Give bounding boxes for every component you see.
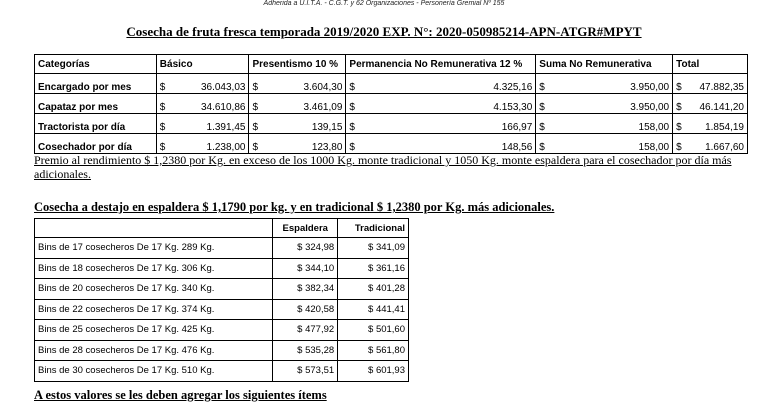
premio-text: Premio al rendimiento $ 1,2380 por Kg. en exceso de los 1000 Kg. monte tradicional y 1050 Kg. monte espaldera para el cosechador por día más adicionales.	[34, 153, 732, 181]
total-value: 46.141,20	[699, 102, 744, 113]
presentismo-cell	[249, 114, 346, 134]
column-header-presentismo: Presentismo 10 %	[249, 55, 346, 74]
currency-symbol: $	[539, 82, 545, 93]
destajo-title: Cosecha a destajo en espaldera $ 1,1790 por kg. y en tradicional $ 1,2380 por Kg. más adicionales.	[34, 200, 555, 214]
bins-espaldera-cell: $ 382,34	[273, 279, 338, 300]
bins-label-cell: Bins de 18 cosecheros De 17 Kg. 306 Kg.	[35, 258, 273, 279]
presentismo-cell	[249, 134, 346, 154]
permanencia-value: 166,97	[501, 122, 533, 133]
bins-tradicional-cell: $ 341,09	[338, 238, 409, 259]
column-header-suma: Suma No Remunerativa	[536, 55, 673, 74]
suma-cell	[536, 94, 673, 114]
suma-value: 158,00	[638, 142, 670, 153]
bins-label-cell: Bins de 22 cosecheros De 17 Kg. 374 Kg.	[35, 299, 273, 320]
bins-espaldera-cell: $ 324,98	[273, 238, 338, 259]
bins-tradicional-cell: $ 561,80	[338, 340, 409, 361]
bins-tradicional-cell: $ 401,28	[338, 279, 409, 300]
column-header-basico: Básico	[156, 55, 249, 74]
currency-symbol: $	[252, 142, 259, 153]
wage-table	[34, 54, 748, 154]
bins-table	[34, 218, 409, 382]
category-cell: Capataz por mes	[35, 94, 157, 114]
basico-cell	[156, 134, 249, 154]
bins-espaldera-cell: $ 420,58	[273, 299, 338, 320]
table-row	[35, 134, 748, 154]
bins-espaldera-cell: $ 344,10	[273, 258, 338, 279]
suma-value: 3.950,00	[630, 82, 670, 93]
currency-symbol: $	[252, 102, 259, 113]
table-row	[35, 299, 409, 320]
category-cell: Encargado por mes	[35, 74, 157, 94]
bins-label-cell: Bins de 17 cosecheros De 17 Kg. 289 Kg.	[35, 238, 273, 259]
permanencia-value: 148,56	[501, 142, 533, 153]
suma-cell	[536, 114, 673, 134]
total-value: 47.882,35	[699, 82, 744, 93]
currency-symbol: $	[159, 102, 166, 113]
document-title: Cosecha de fruta fresca temporada 2019/2020 EXP. N°: 2020-050985214-APN-ATGR#MPYT	[126, 24, 642, 39]
basico-cell	[156, 114, 249, 134]
total-value: 1.667,60	[705, 142, 744, 153]
basico-value: 1.391,45	[206, 122, 246, 133]
currency-symbol: $	[676, 102, 682, 113]
category-cell: Tractorista por día	[35, 114, 157, 134]
currency-symbol: $	[676, 82, 682, 93]
permanencia-value: 4.325,16	[493, 82, 533, 93]
presentismo-cell	[249, 74, 346, 94]
currency-symbol: $	[676, 142, 682, 153]
currency-symbol: $	[539, 142, 545, 153]
wage-table-header	[35, 55, 748, 74]
table-row	[35, 258, 409, 279]
bins-label-cell: Bins de 25 cosecheros De 17 Kg. 425 Kg.	[35, 320, 273, 341]
total-value: 1.854,19	[705, 122, 744, 133]
currency-symbol: $	[159, 142, 166, 153]
total-cell	[673, 134, 748, 154]
basico-value: 34.610,86	[200, 102, 246, 113]
permanencia-cell	[346, 134, 536, 154]
table-row	[35, 94, 748, 114]
table-row	[35, 74, 748, 94]
table-row	[35, 238, 409, 259]
bins-tradicional-cell: $ 441,41	[338, 299, 409, 320]
currency-symbol: $	[539, 122, 545, 133]
bins-label-cell: Bins de 28 cosecheros De 17 Kg. 476 Kg.	[35, 340, 273, 361]
table-row	[35, 114, 748, 134]
basico-cell	[156, 94, 249, 114]
suma-cell	[536, 134, 673, 154]
header-strip: Adherida a U.I.T.A. - C.G.T. y 62 Organizaciones - Personería Gremial Nº 155	[263, 0, 505, 7]
bins-tradicional-cell: $ 601,93	[338, 361, 409, 382]
bins-tradicional-cell: $ 361,16	[338, 258, 409, 279]
bins-tradicional-cell: $ 501,60	[338, 320, 409, 341]
suma-cell	[536, 74, 673, 94]
total-cell	[673, 74, 748, 94]
presentismo-value: 139,15	[311, 122, 343, 133]
bins-espaldera-cell: $ 535,28	[273, 340, 338, 361]
currency-symbol: $	[539, 102, 545, 113]
bins-label-cell: Bins de 20 cosecheros De 17 Kg. 340 Kg.	[35, 279, 273, 300]
column-header-permanencia: Permanencia No Remunerativa 12 %	[346, 55, 536, 74]
currency-symbol: $	[159, 122, 166, 133]
currency-symbol: $	[252, 122, 259, 133]
permanencia-cell	[346, 114, 536, 134]
currency-symbol: $	[676, 122, 682, 133]
column-header-total: Total	[673, 55, 748, 74]
presentismo-value: 123,80	[311, 142, 343, 153]
currency-symbol: $	[349, 102, 355, 113]
suma-value: 3.950,00	[630, 102, 670, 113]
presentismo-value: 3.461,09	[303, 102, 343, 113]
currency-symbol: $	[349, 142, 355, 153]
currency-symbol: $	[349, 82, 355, 93]
column-header-tradicional: Tradicional	[338, 219, 409, 238]
currency-symbol: $	[252, 82, 259, 93]
permanencia-value: 4.153,30	[493, 102, 533, 113]
currency-symbol: $	[159, 82, 166, 93]
column-header-espaldera: Espaldera	[273, 219, 338, 238]
basico-cell	[156, 74, 249, 94]
basico-value: 36.043,03	[200, 82, 246, 93]
table-row	[35, 320, 409, 341]
table-row	[35, 340, 409, 361]
bins-espaldera-cell: $ 477,92	[273, 320, 338, 341]
total-cell	[673, 114, 748, 134]
column-header-categorias: Categorías	[35, 55, 157, 74]
total-cell	[673, 94, 748, 114]
permanencia-cell	[346, 74, 536, 94]
table-row	[35, 361, 409, 382]
currency-symbol: $	[349, 122, 355, 133]
bins-table-header	[35, 219, 409, 238]
table-row	[35, 279, 409, 300]
bins-espaldera-cell: $ 573,51	[273, 361, 338, 382]
column-header-empty	[35, 219, 273, 238]
permanencia-cell	[346, 94, 536, 114]
footer-note: A estos valores se les deben agregar los siguientes ítems	[34, 388, 327, 402]
bins-label-cell: Bins de 30 cosecheros De 17 Kg. 510 Kg.	[35, 361, 273, 382]
basico-value: 1.238,00	[206, 142, 246, 153]
category-cell: Cosechador por día	[35, 134, 157, 154]
presentismo-cell	[249, 94, 346, 114]
suma-value: 158,00	[638, 122, 670, 133]
presentismo-value: 3.604,30	[303, 82, 343, 93]
